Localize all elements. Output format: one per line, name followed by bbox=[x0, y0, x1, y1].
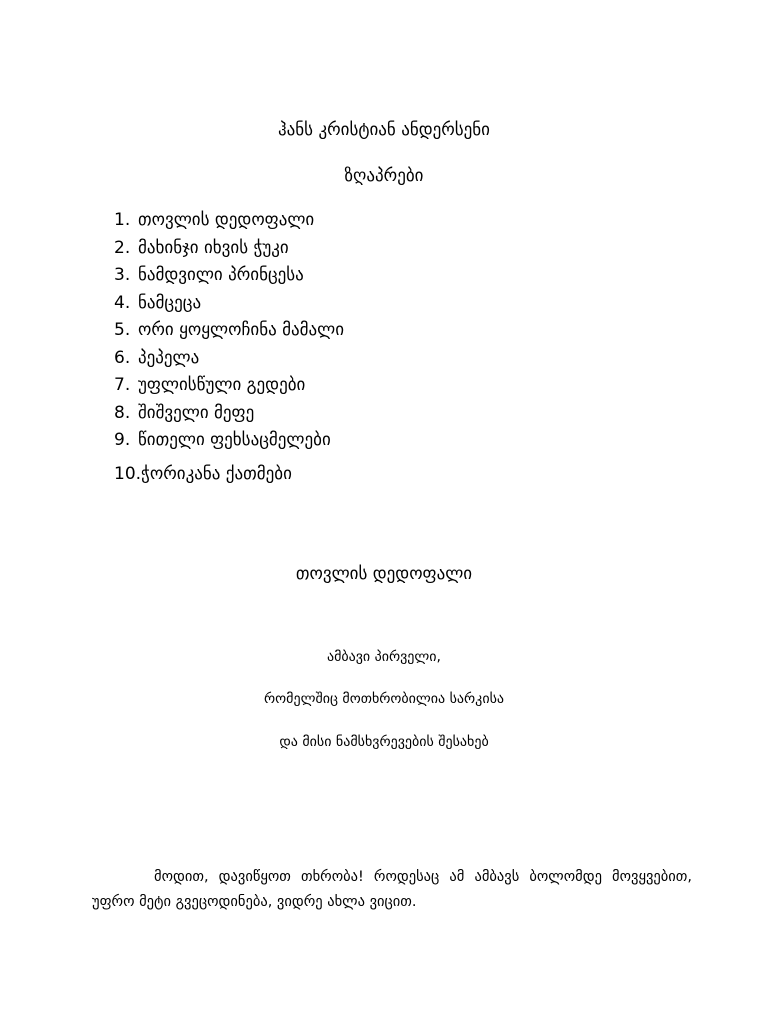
toc-item bbox=[114, 290, 344, 318]
chapter-heading-line: და მისი ნამსხვრევების შესახებ bbox=[279, 734, 489, 750]
toc-item-title: წითელი ფეხსაცმელები bbox=[138, 430, 331, 450]
author-name: ჰანს კრისტიან ანდერსენი bbox=[278, 120, 490, 140]
toc-item-title: ნამდვილი პრინცესა bbox=[138, 265, 304, 285]
paragraph-text: მოდით, დავიწყოთ თხრობა! როდესაც ამ ამბავს ბოლომდე მოვყვებით, უფრო მეტი გვეცოდინება, ვიდრე ახლა ვიცით. bbox=[92, 868, 692, 910]
toc-item-number: 6. bbox=[114, 347, 131, 368]
toc-item-number: 1. bbox=[114, 210, 131, 230]
toc-item bbox=[114, 372, 344, 400]
toc-item bbox=[114, 461, 344, 489]
chapter-heading-line: რომელშიც მოთხრობილია სარკისა bbox=[264, 691, 504, 707]
body-paragraph bbox=[92, 865, 692, 915]
collection-title: ზღაპრები bbox=[344, 166, 424, 186]
toc-item-number: 10. bbox=[114, 463, 142, 484]
toc-item-number: 5. bbox=[114, 320, 131, 340]
table-of-contents bbox=[114, 207, 344, 488]
toc-item-title: ნამცეცა bbox=[138, 292, 202, 313]
toc-item-number: 8. bbox=[114, 402, 131, 423]
toc-item-number: 9. bbox=[114, 430, 131, 450]
toc-item-title: მახინჯი იხვის ჭუკი bbox=[138, 237, 289, 258]
toc-item-number: 7. bbox=[114, 375, 131, 395]
toc-item bbox=[114, 345, 344, 373]
toc-item bbox=[114, 262, 344, 290]
toc-item bbox=[114, 207, 344, 235]
toc-item-number: 4. bbox=[114, 292, 131, 313]
toc-item bbox=[114, 235, 344, 263]
toc-item bbox=[114, 400, 344, 428]
toc-item-title: შიშველი მეფე bbox=[138, 402, 255, 423]
toc-item-title: თოვლის დედოფალი bbox=[138, 210, 315, 230]
toc-item-number: 2. bbox=[114, 237, 131, 258]
toc-item-number: 3. bbox=[114, 265, 131, 285]
toc-item-title: უფლისწული გედები bbox=[138, 375, 306, 395]
toc-item-title: ორი ყოყლოჩინა მამალი bbox=[138, 320, 345, 340]
toc-item-title: ჭორიკანა ქათმები bbox=[141, 463, 292, 484]
story-title: თოვლის დედოფალი bbox=[295, 564, 473, 584]
chapter-heading-line: ამბავი პირველი, bbox=[326, 649, 442, 665]
toc-item bbox=[114, 427, 344, 455]
toc-item bbox=[114, 317, 344, 345]
toc-item-title: პეპელა bbox=[138, 347, 200, 368]
